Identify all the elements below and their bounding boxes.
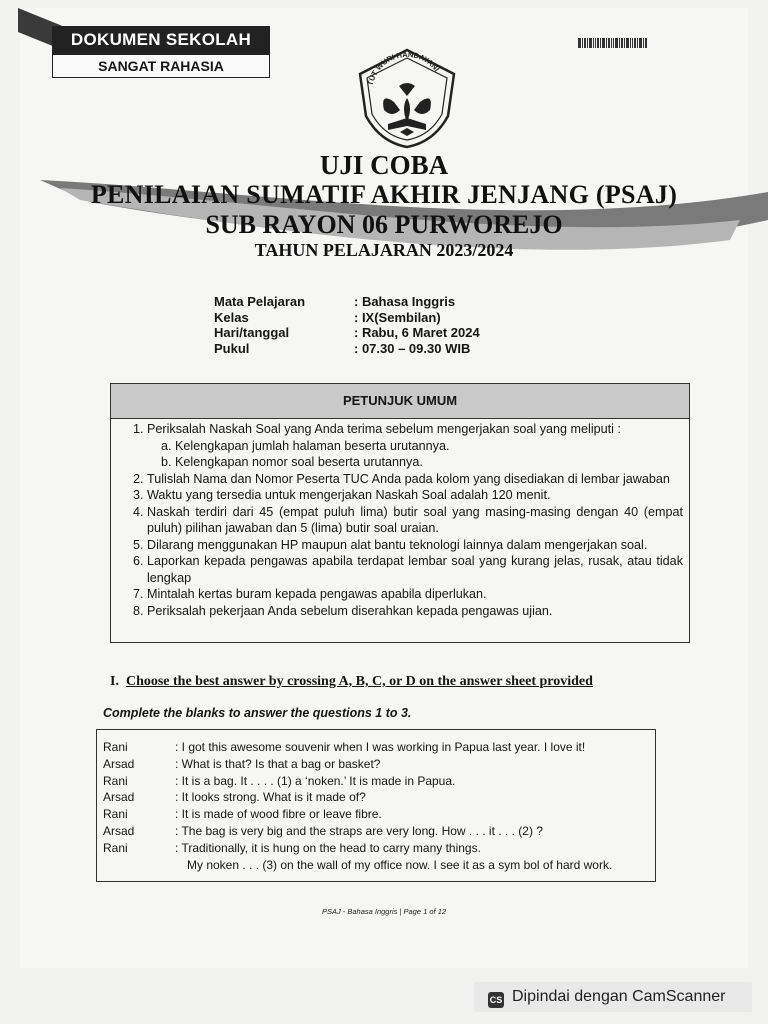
- instruction-item: 8. Periksalah pekerjaan Anda sebelum diserahkan kepada pengawas ujian.: [147, 603, 683, 620]
- logo-motto: TUT WURI HANDAYANI: [365, 49, 442, 87]
- instruction-item: 5. Dilarang menggunakan HP maupun alat bantu teknologi lainnya dalam mengerjakan soal.: [147, 537, 683, 554]
- section-number: I.: [110, 674, 119, 689]
- instructions-list: [111, 419, 689, 619]
- instruction-item: 3. Waktu yang tersedia untuk mengerjakan Naskah Soal adalah 120 menit.: [147, 487, 683, 504]
- camscanner-label: Dipindai dengan CamScanner: [512, 988, 726, 1005]
- instruction-item: 4. Naskah terdiri dari 45 (empat puluh lima) butir soal yang masing-masing dengan 40 (empat puluh) pilihan jawaban dan 5 (lima) butir soal uraian.: [147, 504, 683, 537]
- camscanner-watermark: [474, 982, 752, 1012]
- dialogue-line: Arsad : What is that? Is that a bag or basket?: [103, 756, 381, 771]
- section-instruction: Choose the best answer by crossing A, B, C, or D on the answer sheet provided: [125, 674, 593, 689]
- svg-text:TUT WURI HANDAYANI: [366, 50, 442, 87]
- stamp-confidential-label: SANGAT RAHASIA: [52, 54, 270, 78]
- instruction-item: 1. Periksalah Naskah Soal yang Anda terima sebelum mengerjakan soal yang meliputi : a. Kelengkapan jumlah halaman beserta urutannya. b. Kelengkapan nomor soal beserta urutannya.: [147, 421, 683, 471]
- info-row-time: Pukul : 07.30 – 09.30 WIB: [214, 340, 471, 356]
- instruction-item: 7. Mintalah kertas buram kepada pengawas apabila diperlukan.: [147, 586, 683, 603]
- dialogue-line: Arsad : It looks strong. What is it made of?: [103, 790, 366, 805]
- barcode: [578, 38, 668, 48]
- info-row-class: Kelas : IX(Sembilan): [214, 309, 441, 325]
- section-heading: [110, 674, 593, 690]
- camscanner-icon: CS: [488, 992, 504, 1008]
- title-exam-name: PENILAIAN SUMATIF AKHIR JENJANG (PSAJ): [90, 180, 678, 209]
- instruction-item: 2. Tulislah Nama dan Nomor Peserta TUC Anda pada kolom yang disediakan di lembar jawaban: [147, 471, 683, 488]
- title-school-year: TAHUN PELAJARAN 2023/2024: [254, 240, 514, 260]
- page-footer: PSAJ - Bahasa Inggris | Page 1 of 12: [321, 907, 447, 916]
- dialogue-continuation: My noken . . . (3) on the wall of my office now. I see it as a sym bol of hard work.: [187, 857, 613, 872]
- title-sub-rayon: SUB RAYON 06 PURWOREJO: [205, 210, 563, 239]
- dialogue-line: Rani : It is a bag. It . . . . (1) a ‘noken.’ It is made in Papua.: [103, 773, 456, 788]
- instruction-item: 6. Laporkan kepada pengawas apabila terdapat lembar soal yang kurang jelas, rusak, atau tidak lengkap: [147, 553, 683, 586]
- dialogue-line: Rani : I got this awesome souvenir when I was working in Papua last year. I love it!: [103, 740, 586, 754]
- instruction-subitem: a. Kelengkapan jumlah halaman beserta urutannya.: [161, 438, 450, 453]
- info-row-date: Hari/tanggal : Rabu, 6 Maret 2024: [214, 325, 480, 340]
- section-lead: Complete the blanks to answer the questions 1 to 3.: [103, 706, 412, 720]
- general-instructions-box: [110, 383, 690, 643]
- instructions-heading: PETUNJUK UMUM: [111, 384, 689, 419]
- instruction-subitem: b. Kelengkapan nomor soal beserta urutannya.: [161, 455, 423, 469]
- dialogue-line: Rani : Traditionally, it is hung on the head to carry many things.: [103, 840, 481, 855]
- stamp-document-label: DOKUMEN SEKOLAH: [52, 26, 270, 54]
- dialogue-box: [96, 729, 656, 882]
- title-uji-coba: UJI COBA: [319, 150, 449, 180]
- dialogue-line: Arsad : The bag is very big and the straps are very long. How . . . it . . . (2) ?: [103, 823, 543, 838]
- tut-wuri-handayani-logo: [354, 46, 460, 150]
- dialogue-line: Rani : It is made of wood fibre or leave fibre.: [103, 807, 382, 822]
- exam-info: [214, 294, 480, 356]
- info-row-subject: Mata Pelajaran : Bahasa Inggris: [214, 294, 456, 309]
